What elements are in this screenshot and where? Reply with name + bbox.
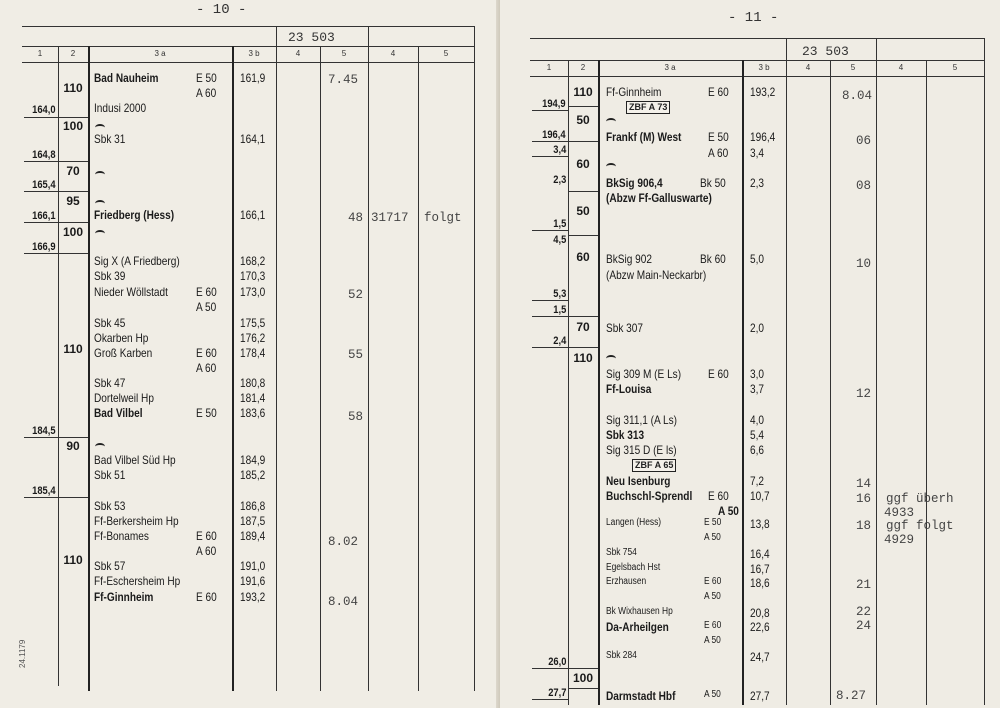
note-text: folgt: [424, 211, 462, 225]
signal-speed: A 60: [708, 146, 729, 160]
right-page: [500, 0, 1000, 708]
col-header-3a: 3 a: [664, 63, 676, 72]
speed: 100: [62, 225, 84, 239]
speed: 60: [576, 250, 590, 264]
km-value: 176,2: [240, 331, 266, 345]
signal-speed: E 60: [708, 489, 729, 503]
time-value: 58: [348, 410, 364, 424]
station-name: Bk Wixhausen Hp: [606, 606, 673, 617]
speed: 70: [576, 320, 590, 334]
speed: 90: [66, 439, 80, 453]
signal-speed: A 60: [196, 544, 217, 558]
station-name: Egelsbach Hst: [606, 562, 661, 573]
station-name: Ff-Bonames: [94, 529, 149, 543]
station-name: Ff-Eschersheim Hp: [94, 574, 181, 588]
signal-speed: A 50: [704, 591, 721, 602]
km-value: 2,0: [750, 321, 765, 335]
speed-change-icon: [95, 171, 105, 178]
station-name: Buchschl-Sprendl: [606, 489, 693, 503]
station-name: Indusi 2000: [94, 101, 147, 115]
station-name: Sbk 47: [94, 376, 126, 390]
page-number: - 11 -: [728, 10, 779, 26]
station-name: BkSig 902: [606, 252, 652, 266]
station-name: Sbk 39: [94, 269, 126, 283]
km-value: 3,4: [750, 146, 765, 160]
col-header-4b: 4: [898, 63, 904, 72]
station-name: Sbk 313: [606, 428, 645, 442]
station-name: Okarben Hp: [94, 331, 149, 345]
signal-speed: A 60: [196, 361, 217, 375]
signal-speed: E 60: [708, 85, 729, 99]
col-header-3a: 3 a: [154, 49, 166, 58]
km-marker: 2,4: [552, 335, 566, 347]
km-value: 185,2: [240, 468, 266, 482]
km-value: 193,2: [240, 590, 266, 604]
signal-speed: A 60: [196, 86, 217, 100]
km-marker: 166,9: [32, 241, 56, 253]
station-name: Ff-Ginnheim: [606, 85, 662, 99]
km-value: 164,1: [240, 132, 266, 146]
signal-speed: E 60: [196, 529, 217, 543]
time-value: 12: [856, 387, 872, 401]
signal-speed: A 50: [196, 300, 217, 314]
km-marker: 196,4: [542, 129, 566, 141]
station-name: Sig X (A Friedberg): [94, 254, 180, 268]
km-value: 180,8: [240, 376, 266, 390]
station-name: Sig 309 M (E Ls): [606, 367, 682, 381]
station-name: Sbk 307: [606, 321, 643, 335]
km-marker: 184,5: [32, 425, 56, 437]
print-stamp: 24.1179: [18, 639, 27, 668]
km-marker: 164,0: [32, 104, 56, 116]
km-value: 6,6: [750, 443, 765, 457]
signal-speed: E 60: [708, 367, 729, 381]
speed: 110: [63, 342, 83, 356]
signal-speed: E 50: [196, 71, 217, 85]
station-name: Darmstadt Hbf: [606, 689, 676, 703]
time-value: 48: [348, 211, 364, 225]
km-value: 22,6: [750, 620, 770, 634]
signal-speed: A 50: [718, 504, 739, 518]
km-value: 189,4: [240, 529, 266, 543]
km-value: 186,8: [240, 499, 266, 513]
km-value: 191,0: [240, 559, 266, 573]
station-name: Sbk 284: [606, 650, 637, 661]
station-name: BkSig 906,4: [606, 176, 663, 190]
time-value: 7.45: [328, 73, 359, 87]
station-name: Sig 311,1 (A Ls): [606, 413, 677, 427]
station-name: Erzhausen: [606, 576, 647, 587]
km-value: 18,6: [750, 576, 770, 590]
signal-speed: E 60: [196, 590, 217, 604]
km-value: 27,7: [750, 689, 770, 703]
signal-speed: A 50: [704, 689, 721, 700]
km-value: 7,2: [750, 474, 765, 488]
speed: 110: [573, 85, 593, 99]
time-value: 52: [348, 288, 364, 302]
station-name: (Abzw Main-Neckarbr): [606, 268, 707, 282]
km-marker: 26,0: [547, 656, 566, 668]
signal-speed: Bk 60: [700, 252, 726, 266]
time-value: 21: [856, 578, 872, 592]
station-name: Sbk 31: [94, 132, 126, 146]
km-value: 13,8: [750, 517, 770, 531]
km-marker: 1,5: [552, 218, 566, 230]
station-name: Langen (Hess): [606, 517, 662, 528]
time-value: 06: [856, 134, 872, 148]
signal-speed: A 50: [704, 635, 721, 646]
km-value: 183,6: [240, 406, 266, 420]
time-value: 8.02: [328, 535, 359, 549]
signal-speed: E 50: [708, 130, 729, 144]
km-marker: 1,5: [552, 304, 566, 316]
speed: 70: [66, 164, 80, 178]
note-text: ggf folgt: [886, 519, 954, 533]
time-value: 8.27: [836, 689, 867, 703]
zbf-box: ZBF A 73: [626, 101, 670, 114]
station-name: Sbk 754: [606, 547, 637, 558]
col-header-5: 5: [850, 63, 856, 72]
speed: 60: [576, 157, 590, 171]
station-name: Bad Vilbel Süd Hp: [94, 453, 176, 467]
note-train: 4929: [884, 533, 915, 547]
km-value: 191,6: [240, 574, 266, 588]
station-name: Da-Arheilgen: [606, 620, 669, 634]
station-name: Friedberg (Hess): [94, 208, 175, 222]
km-marker: 27,7: [547, 687, 566, 699]
col-header-1: 1: [546, 63, 552, 72]
time-value: 14: [856, 477, 872, 491]
time-value: 08: [856, 179, 872, 193]
speed: 95: [66, 194, 80, 208]
km-marker: 194,9: [542, 98, 566, 110]
km-value: 175,5: [240, 316, 266, 330]
speed-change-icon: [606, 355, 616, 362]
km-value: 184,9: [240, 453, 266, 467]
speed-change-icon: [95, 200, 105, 207]
time-value: 24: [856, 619, 872, 633]
signal-speed: E 60: [196, 285, 217, 299]
train-number: 23 503: [802, 44, 849, 59]
col-header-1: 1: [37, 49, 43, 58]
speed-change-icon: [95, 443, 105, 450]
km-value: 16,4: [750, 547, 770, 561]
km-marker: 2,3: [552, 174, 566, 186]
station-name: Bad Vilbel: [94, 406, 143, 420]
km-value: 181,4: [240, 391, 266, 405]
page-number: - 10 -: [196, 2, 247, 18]
km-value: 168,2: [240, 254, 266, 268]
time-value: 16: [856, 492, 872, 506]
signal-speed: E 60: [196, 346, 217, 360]
km-value: 2,3: [750, 176, 765, 190]
zbf-box: ZBF A 65: [632, 459, 676, 472]
col-header-4: 4: [805, 63, 811, 72]
station-name: Sbk 51: [94, 468, 126, 482]
col-header-3b: 3 b: [248, 49, 260, 58]
station-name: Ff-Ginnheim: [94, 590, 154, 604]
station-name: (Abzw Ff-Galluswarte): [606, 191, 712, 205]
station-name: Sig 315 D (E ls): [606, 443, 677, 457]
km-value: 3,7: [750, 382, 765, 396]
signal-speed: E 50: [196, 406, 217, 420]
km-marker: 164,8: [32, 149, 56, 161]
time-value: 10: [856, 257, 872, 271]
train-number: 23 503: [288, 30, 335, 45]
station-name: Ff-Louisa: [606, 382, 652, 396]
speed: 50: [576, 204, 590, 218]
col-header-4b: 4: [390, 49, 396, 58]
station-name: Sbk 57: [94, 559, 126, 573]
km-value: 173,0: [240, 285, 266, 299]
col-header-5: 5: [341, 49, 347, 58]
col-header-5b: 5: [952, 63, 958, 72]
signal-speed: E 60: [704, 620, 722, 631]
km-value: 178,4: [240, 346, 266, 360]
note-train: 4933: [884, 506, 915, 520]
speed: 110: [573, 351, 593, 365]
speed: 50: [576, 113, 590, 127]
station-name: Bad Nauheim: [94, 71, 159, 85]
station-name: Neu Isenburg: [606, 474, 671, 488]
speed: 110: [63, 553, 83, 567]
km-value: 170,3: [240, 269, 266, 283]
km-value: 161,9: [240, 71, 266, 85]
station-name: Ff-Berkersheim Hp: [94, 514, 179, 528]
speed: 100: [62, 119, 84, 133]
col-header-3b: 3 b: [758, 63, 770, 72]
km-value: 5,0: [750, 252, 765, 266]
col-header-4: 4: [295, 49, 301, 58]
km-marker: 3,4: [552, 144, 566, 156]
signal-speed: A 50: [704, 532, 721, 543]
km-value: 193,2: [750, 85, 776, 99]
km-value: 24,7: [750, 650, 770, 664]
time-value: 22: [856, 605, 872, 619]
km-value: 10,7: [750, 489, 770, 503]
note-text: ggf überh: [886, 492, 954, 506]
speed-change-icon: [95, 124, 105, 131]
km-marker: 4,5: [552, 234, 566, 246]
time-value: 8.04: [842, 89, 873, 103]
station-name: Groß Karben: [94, 346, 153, 360]
station-name: Dortelweil Hp: [94, 391, 154, 405]
km-value: 5,4: [750, 428, 765, 442]
km-value: 196,4: [750, 130, 776, 144]
km-marker: 5,3: [552, 288, 566, 300]
col-header-5b: 5: [443, 49, 449, 58]
km-marker: 165,4: [32, 179, 56, 191]
station-name: Frankf (M) West: [606, 130, 682, 144]
speed-change-icon: [95, 230, 105, 237]
speed: 110: [63, 81, 83, 95]
time-value: 55: [348, 348, 364, 362]
signal-speed: Bk 50: [700, 176, 726, 190]
km-value: 166,1: [240, 208, 266, 222]
time-value: 18: [856, 519, 872, 533]
km-value: 20,8: [750, 606, 770, 620]
speed-change-icon: [606, 118, 616, 125]
speed-change-icon: [606, 163, 616, 170]
station-name: Sbk 45: [94, 316, 126, 330]
station-name: Nieder Wöllstadt: [94, 285, 168, 299]
note-train: 31717: [371, 211, 409, 225]
station-name: Sbk 53: [94, 499, 126, 513]
speed: 100: [572, 671, 594, 685]
km-value: 187,5: [240, 514, 266, 528]
signal-speed: E 60: [704, 576, 722, 587]
km-marker: 166,1: [32, 210, 56, 222]
col-header-2: 2: [580, 63, 586, 72]
km-value: 3,0: [750, 367, 765, 381]
col-header-2: 2: [70, 49, 76, 58]
signal-speed: E 50: [704, 517, 722, 528]
time-value: 8.04: [328, 595, 359, 609]
km-marker: 185,4: [32, 485, 56, 497]
km-value: 16,7: [750, 562, 770, 576]
km-value: 4,0: [750, 413, 765, 427]
